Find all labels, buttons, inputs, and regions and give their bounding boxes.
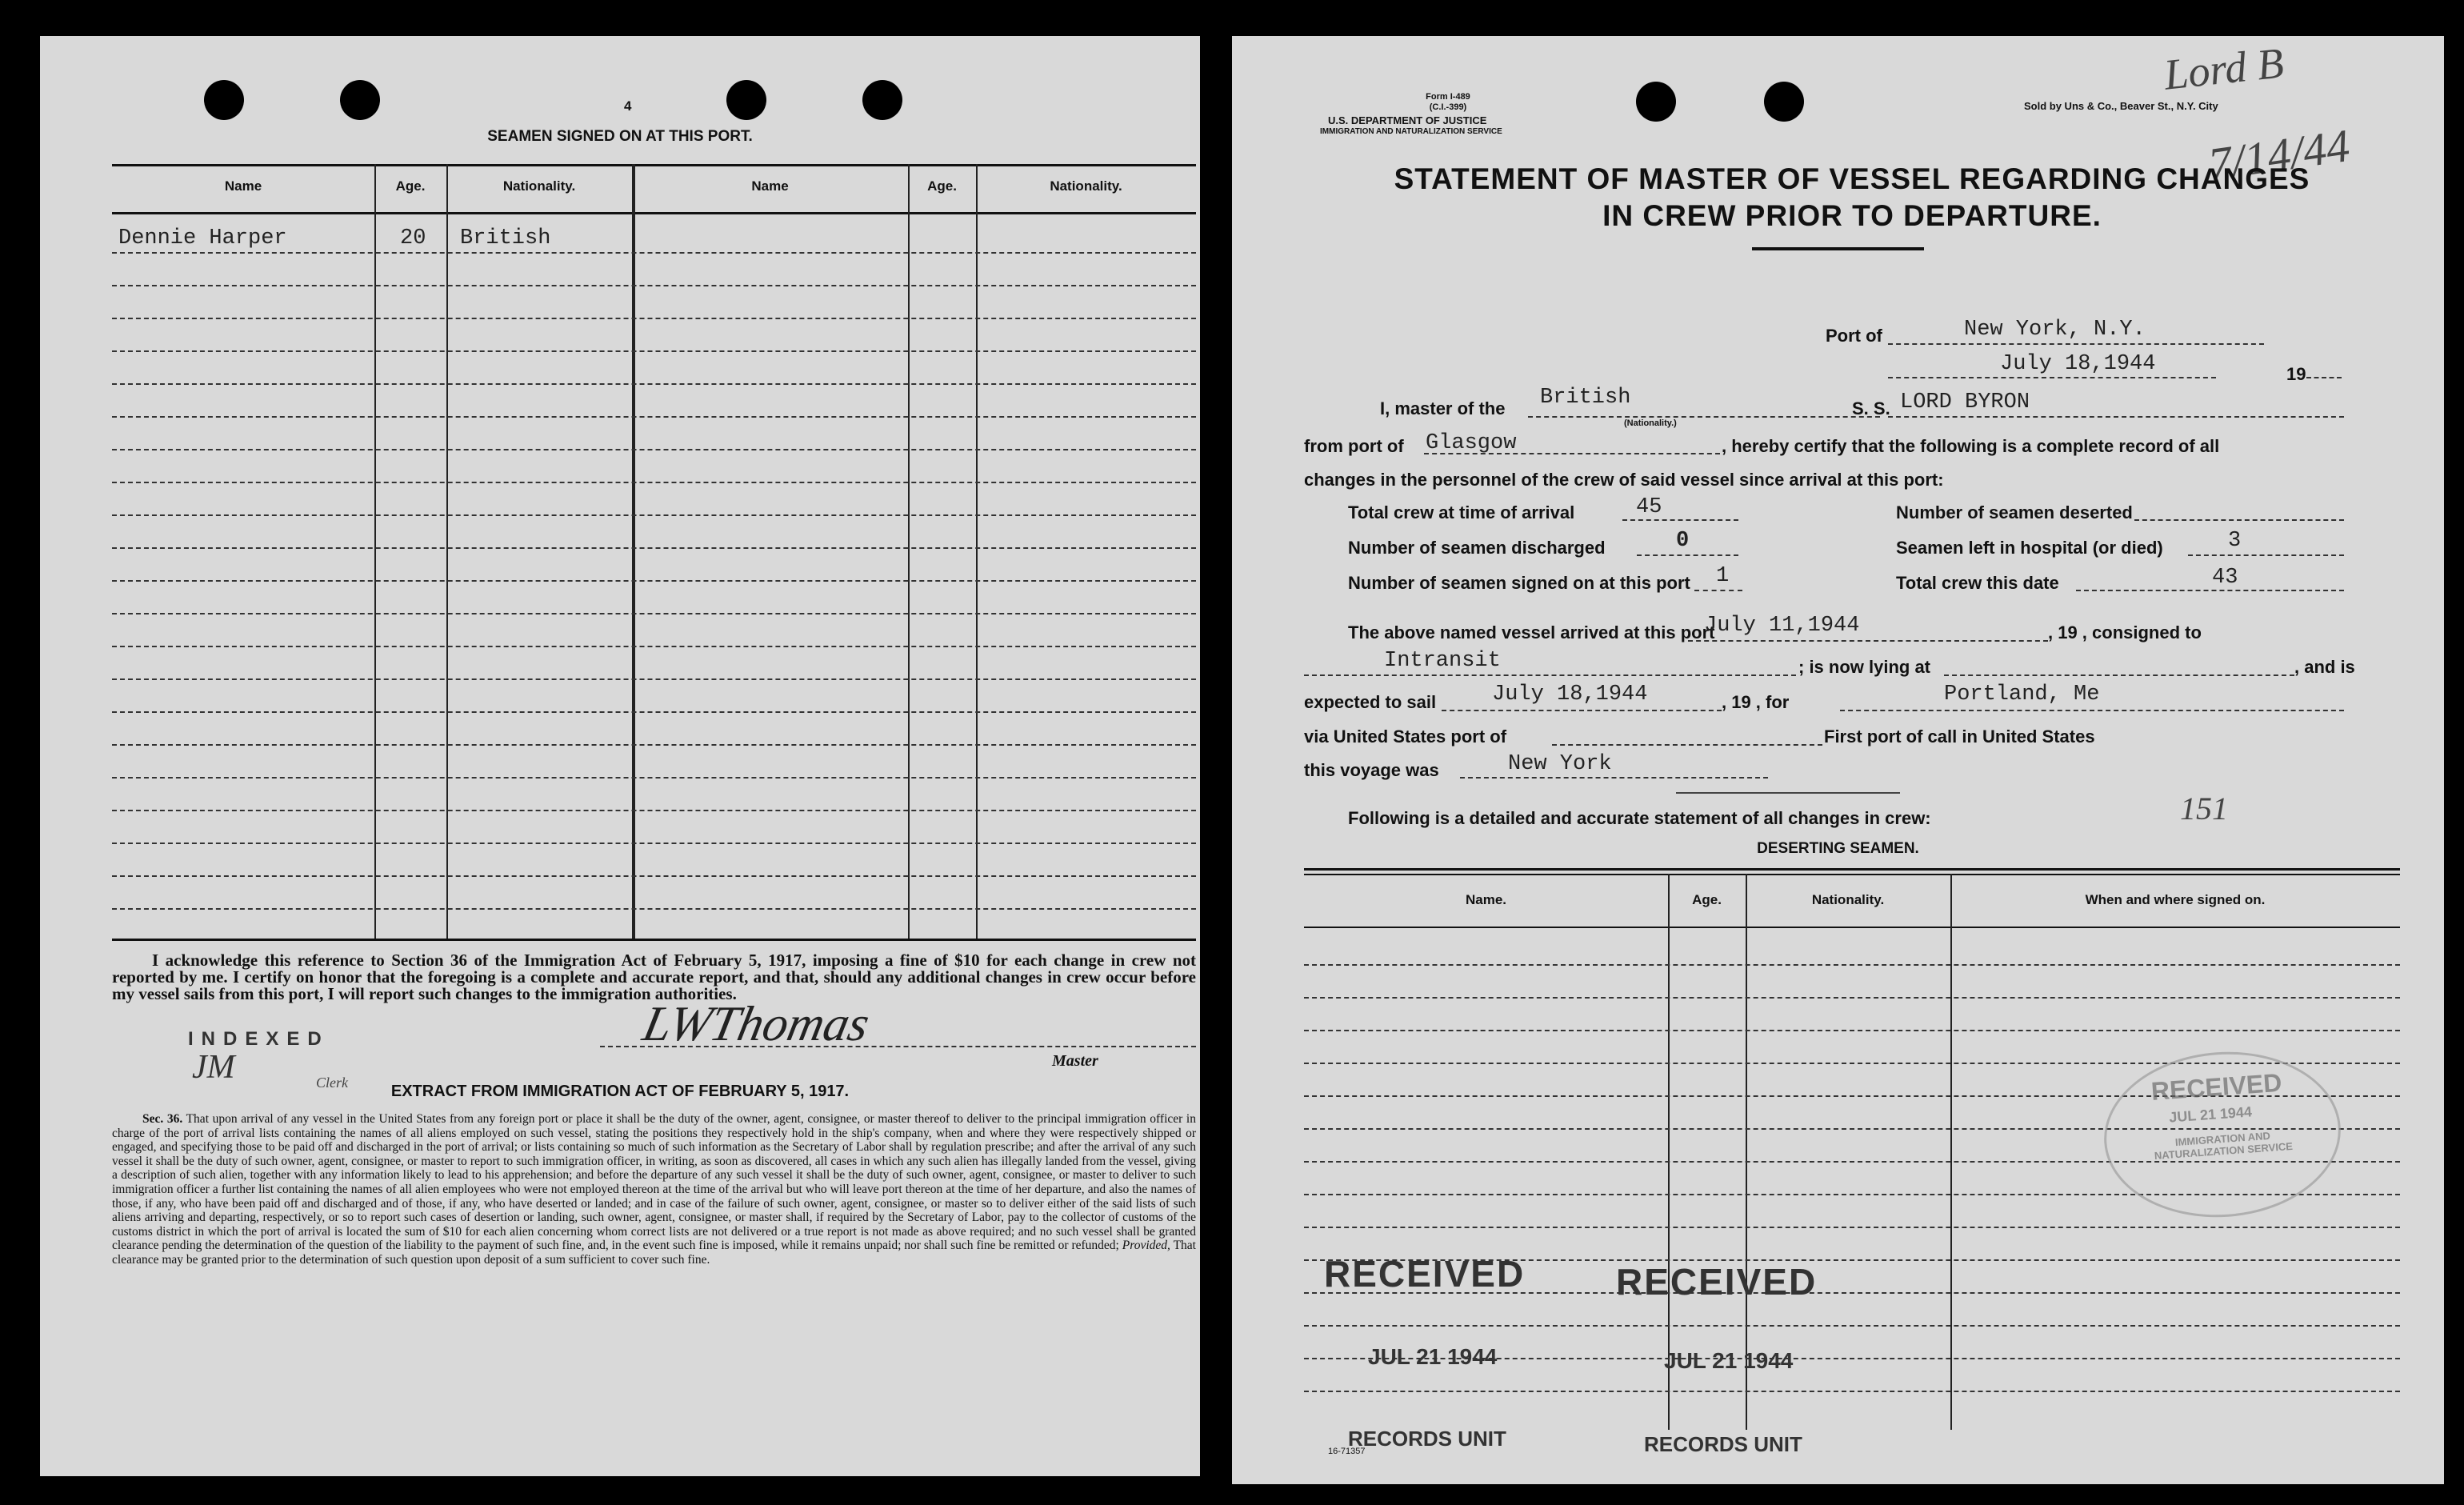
- department: U.S. DEPARTMENT OF JUSTICE: [1328, 114, 1487, 126]
- received-date-stamp: JUL 21 1944: [1368, 1344, 1498, 1369]
- punch-hole: [862, 80, 902, 120]
- title-underline: [1752, 247, 1924, 250]
- records-unit-stamp: RECORDS UNIT: [1348, 1427, 1506, 1451]
- table-row-line: [1304, 997, 2400, 999]
- column-divider: [1950, 874, 1952, 1430]
- table-row-line: [1304, 1325, 2400, 1327]
- form-title-line2: IN CREW PRIOR TO DEPARTURE.: [1602, 199, 2102, 232]
- column-header-age: Age.: [395, 178, 426, 194]
- signed-on-value: 1: [1716, 564, 1730, 588]
- table-row-line: [112, 711, 1196, 713]
- table-row-line: [112, 318, 1196, 319]
- table-row-line: [112, 777, 1196, 779]
- received-stamp: RECEIVED: [1324, 1253, 1526, 1295]
- hospital-label: Seamen left in hospital (or died): [1896, 538, 2163, 558]
- from-port-label: from port of: [1304, 436, 1404, 456]
- deserted-line: [2134, 519, 2344, 521]
- table-row-line: [112, 580, 1196, 582]
- signature-line: [600, 1046, 1196, 1047]
- deserting-header-name: Name.: [1465, 892, 1507, 907]
- clerk-initials: JM: [192, 1049, 235, 1086]
- punch-hole: [1636, 82, 1676, 122]
- column-header-nationality: Nationality.: [1050, 178, 1122, 194]
- clerk-label: Clerk: [316, 1075, 348, 1091]
- form-title-line1: STATEMENT OF MASTER OF VESSEL REGARDING CHANGES: [1394, 162, 2310, 195]
- consignee-value: Intransit: [1384, 649, 1501, 673]
- deserting-title: DESERTING SEAMEN.: [1757, 840, 1919, 857]
- handwritten-ship-note: Lord B: [2162, 38, 2286, 99]
- round-stamp-title: RECEIVED: [2150, 1067, 2283, 1107]
- round-received-stamp: [2098, 1044, 2346, 1225]
- master-signature: LWThomas: [638, 997, 874, 1051]
- hospital-value: 3: [2228, 529, 2242, 553]
- lying-line: [1944, 674, 2294, 676]
- lying-label: ; is now lying at: [1798, 657, 1931, 677]
- table-row-line: [1304, 1391, 2400, 1392]
- total-date-label: Total crew this date: [1896, 573, 2059, 593]
- deserting-header-nationality: Nationality.: [1811, 892, 1885, 907]
- table-top-rule: [112, 164, 1196, 166]
- column-header-nationality: Nationality.: [502, 178, 576, 194]
- table-row-nationality: British: [460, 226, 551, 250]
- deserting-header-rule: [1304, 927, 2400, 928]
- signed-on-label: Number of seamen signed on at this port: [1348, 573, 1690, 593]
- consigned-label: , 19 , consigned to: [2048, 622, 2202, 642]
- separator-rule: [1676, 792, 1900, 794]
- arrived-value: July 11,1944: [1704, 614, 1860, 638]
- voyage-line: [1460, 777, 1768, 779]
- punch-hole: [726, 80, 766, 120]
- column-divider: [632, 164, 635, 939]
- port-label: Port of: [1826, 326, 1882, 346]
- sail-value: July 18,1944: [1492, 682, 1648, 706]
- table-row-line: [112, 383, 1196, 385]
- total-crew-value: 45: [1636, 495, 1662, 519]
- table-title: SEAMEN SIGNED ON AT THIS PORT.: [487, 128, 753, 145]
- ss-label: S. S.: [1852, 398, 1890, 418]
- hospital-line: [2188, 554, 2344, 556]
- ship-line: [1888, 416, 2344, 418]
- total-date-value: 43: [2212, 566, 2238, 590]
- table-row-line: [112, 449, 1196, 450]
- consignee-line: [1304, 674, 1796, 676]
- file-number: 151: [2180, 791, 2228, 827]
- for-label: , 19 , for: [1722, 692, 1790, 712]
- column-header-age: Age.: [927, 178, 957, 194]
- table-row-age: 20: [400, 226, 426, 250]
- column-header-name: Name: [751, 178, 789, 194]
- table-row-line: [112, 252, 1196, 254]
- deserting-table-top: [1304, 868, 2400, 871]
- page-number: 4: [624, 98, 632, 114]
- round-stamp-service: IMMIGRATION AND NATURALIZATION SERVICE: [2154, 1129, 2294, 1162]
- extract-section: Sec. 36.: [142, 1112, 183, 1126]
- column-divider: [908, 164, 910, 939]
- arrived-line: [1688, 640, 2048, 642]
- deserting-header-when-where: When and where signed on.: [2085, 892, 2266, 907]
- port-line: [1888, 343, 2264, 345]
- received-stamp: RECEIVED: [1616, 1261, 1818, 1303]
- first-port-label: First port of call in United States: [1824, 726, 2095, 746]
- for-line: [1840, 710, 2344, 711]
- column-divider: [374, 164, 376, 939]
- seller-note: Sold by Uns & Co., Beaver St., N.Y. City: [2024, 100, 2218, 112]
- form-sub: (C.I.-399): [1429, 102, 1467, 112]
- table-row-line: [112, 285, 1196, 286]
- signed-on-line: [1694, 590, 1742, 591]
- round-stamp-date: JUL 21 1944: [2168, 1103, 2253, 1126]
- column-header-name: Name: [224, 178, 262, 194]
- deserting-table-top-inner: [1304, 874, 2400, 875]
- deserted-label: Number of seamen deserted: [1896, 502, 2133, 522]
- column-divider: [1668, 874, 1670, 1430]
- voyage-label: this voyage was: [1304, 760, 1439, 780]
- sail-label: expected to sail: [1304, 692, 1437, 712]
- table-row-line: [112, 416, 1196, 418]
- ship-name: LORD BYRON: [1900, 390, 2030, 414]
- table-row-line: [112, 613, 1196, 614]
- service: IMMIGRATION AND NATURALIZATION SERVICE: [1320, 127, 1502, 136]
- year-suffix: 19: [2286, 364, 2306, 384]
- records-unit-stamp: RECORDS UNIT: [1644, 1432, 1802, 1456]
- table-row-line: [112, 843, 1196, 844]
- handwritten-date-note: 7/14/44: [2205, 118, 2353, 191]
- table-row-line: [112, 678, 1196, 680]
- via-line: [1552, 744, 1822, 746]
- table-row-line: [112, 350, 1196, 352]
- table-row-line: [112, 875, 1196, 877]
- voyage-value: New York: [1508, 752, 1612, 776]
- arrived-label: The above named vessel arrived at this port: [1348, 622, 1715, 642]
- table-row-line: [1304, 964, 2400, 966]
- table-row-name: Dennie Harper: [118, 226, 287, 250]
- extract-body: [112, 1112, 1196, 1267]
- punch-hole: [340, 80, 380, 120]
- table-row-line: [112, 810, 1196, 811]
- extract-proviso: That clearance may be granted prior to the determination of such question upon deposit of a sum sufficient to cover such fine.: [112, 1239, 1196, 1267]
- certify-text: , hereby certify that the following is a complete record of all: [1722, 436, 2220, 456]
- nationality-value: British: [1540, 386, 1631, 410]
- following-text: Following is a detailed and accurate statement of all changes in crew:: [1348, 808, 1931, 828]
- date-line: [1888, 377, 2216, 378]
- extract-proviso-word: Provided,: [1122, 1239, 1170, 1253]
- for-value: Portland, Me: [1944, 682, 2100, 706]
- column-divider: [446, 164, 448, 939]
- column-divider: [1746, 874, 1747, 1430]
- discharged-value: 0: [1676, 529, 1690, 553]
- port-value: New York, N.Y.: [1964, 318, 2146, 342]
- form-number: Form I-489: [1426, 92, 1470, 102]
- table-row-line: [112, 744, 1196, 746]
- nationality-line: [1528, 416, 1880, 418]
- header-rule: [112, 212, 1196, 214]
- punch-hole: [204, 80, 244, 120]
- year-line: [2306, 377, 2342, 378]
- extract-title: EXTRACT FROM IMMIGRATION ACT OF FEBRUARY 5, 1917.: [390, 1083, 850, 1100]
- table-row-line: [112, 646, 1196, 647]
- total-date-line: [2076, 590, 2344, 591]
- from-port-value: Glasgow: [1426, 431, 1517, 455]
- punch-hole: [1764, 82, 1804, 122]
- extract-text: That upon arrival of any vessel in the United States from any foreign port or place it shall be the duty of the owner, agent, consignee, or master thereof to deliver to the principal immigration officer in charge of the port of arrival lists containing the names of all aliens employed on such vessel, stating the positions they respectively hold in the ship's company, when and where they were respectively shipped or engaged, and specifying those to be paid off and discharged in the port of arrival; or lists containing so much of such information as the Secretary of Labor shall by regulation prescribe; and after the arrival of any such vessel it shall be the duty of such owner, agent, consignee, or master to report to such immigration officer, in writing, as soon as discovered, all cases in which any such alien has illegally landed from the vessel, giving a description of such alien, together with any information likely to lead to his apprehension; and before the departure of any such vessel it shall be the duty of such owner, agent, consignee, or master to deliver to such immigration officer a further list containing the names of all alien employees who were not employed thereon at the time of the arrival but who will leave port thereon at the time of her departure, and also the names of those, if any, who have been paid off and discharged and of those, if any, who have deserted or landed; and in case of the failure of such owner, agent, consignee, or master so to deliver either of the said lists of such aliens arriving and departing, respectively, or so to report such cases of desertion or landing, such owner, agent, consignee, or master shall, if required by the Secretary of Labor, pay to the collector of customs of the customs district in which the port of arrival is located the sum of $10 for each alien concerning whom correct lists are not delivered or a true report is not made as above required; and no such vessel shall be granted clearance pending the determination of the question of the liability to the payment of such fine, and, in the event such fine is imposed, while it remains unpaid; nor shall such fine be remitted or refunded;: [112, 1112, 1196, 1253]
- via-label: via United States port of: [1304, 726, 1507, 746]
- master-of-label: I, master of the: [1380, 398, 1506, 418]
- table-row-line: [1304, 1030, 2400, 1031]
- left-page: [40, 36, 1200, 1476]
- discharged-label: Number of seamen discharged: [1348, 538, 1606, 558]
- table-row-line: [112, 547, 1196, 549]
- master-label: Master: [1052, 1052, 1098, 1070]
- discharged-line: [1637, 554, 1738, 556]
- table-row-line: [112, 908, 1196, 910]
- and-is-label: , and is: [2294, 657, 2355, 677]
- table-row-line: [112, 482, 1196, 483]
- sail-line: [1442, 710, 1722, 711]
- total-crew-line: [1622, 519, 1738, 521]
- bottom-code: 16-71357: [1328, 1447, 1366, 1456]
- nationality-caption: (Nationality.): [1624, 418, 1677, 428]
- column-divider: [976, 164, 978, 939]
- received-date-stamp: JUL 21 1944: [1664, 1348, 1794, 1373]
- date-value: July 18,1944: [2000, 352, 2156, 376]
- right-page: [1232, 36, 2444, 1484]
- indexed-stamp: INDEXED: [188, 1028, 330, 1050]
- changes-text: changes in the personnel of the crew of said vessel since arrival at this port:: [1304, 470, 1944, 490]
- total-crew-label: Total crew at time of arrival: [1348, 502, 1575, 522]
- deserting-header-age: Age.: [1692, 892, 1722, 907]
- table-row-line: [1304, 1227, 2400, 1228]
- table-row-line: [112, 514, 1196, 516]
- table-bottom-rule: [112, 939, 1196, 941]
- acknowledgement-text: I acknowledge this reference to Section 36 of the Immigration Act of February 5, 1917, imposing a fine of $10 for each change in crew not reported by me. I certify on honor that the foregoing is a complete and accurate report, and that, should any additional changes in crew occur before my vessel sails from this port, I will report such changes to the immigration authorities.: [112, 951, 1196, 1003]
